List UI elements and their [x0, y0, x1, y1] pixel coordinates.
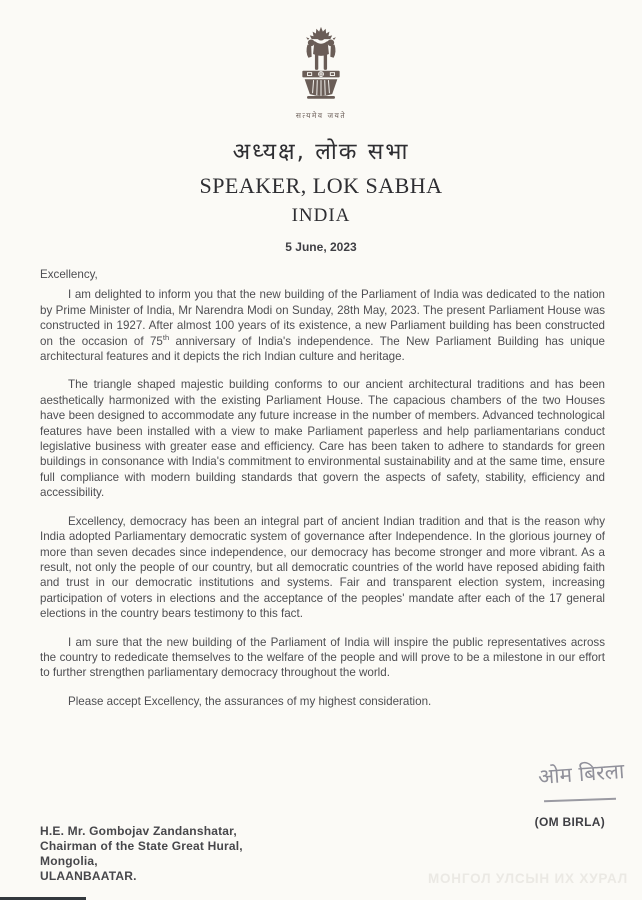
watermark-text: МОНГОЛ УЛСЫН ИХ ХУРАЛ	[427, 871, 628, 886]
addressee-block	[40, 824, 243, 884]
title-speaker-lok-sabha: SPEAKER, LOK SABHA	[199, 173, 443, 198]
salutation: Excellency,	[40, 268, 98, 281]
paragraph-3: Excellency, democracy has been an integral part of ancient Indian tradition and that is the reason why India adopted Parliamentary democratic system of governance after Independence. In the glorious journey of more than seven decades since independence, our democracy has become stronger and more vibrant. As a result, not only the people of our country, but all democratic countries of the world have reposed abiding faith and trust in our democratic institutions and systems. Fair and transparent election system, increasing participation of voters in elections and the acceptance of the peoples' mandate after each of the 17 general elections in the country bears testimony to this fact.	[40, 514, 605, 621]
letter-body	[0, 254, 642, 709]
state-emblem-of-india-icon	[292, 26, 350, 110]
emblem-motto: सत्यमेव जयते	[295, 111, 347, 120]
paragraph-1-text-cont: anniversary of India's independence. The New Parliament Building has unique architectural features and it depicts the rich Indian culture and heritage.	[40, 334, 605, 364]
letterhead	[0, 0, 642, 254]
paragraph-1	[40, 287, 605, 364]
title-hindi: अध्यक्ष, लोक सभा	[232, 139, 410, 165]
addressee-title: Chairman of the State Great Hural,	[40, 839, 243, 853]
addressee-country: Mongolia,	[40, 854, 98, 868]
signer-name: (OM BIRLA)	[534, 815, 605, 829]
addressee-city: ULAANBAATAR.	[40, 869, 137, 883]
paragraph-1-superscript: th	[162, 332, 170, 342]
paragraph-1-text: I am delighted to inform you that the new building of the Parliament of India was dedicated to the nation by Prime Minister of India, Mr Narendra Modi on Sunday, 28th May, 2023. The present Parliament House was constructed in 1927. After almost 100 years of its existence, a new Parliament building has been constructed on the occasion of 75	[40, 288, 605, 348]
title-india: INDIA	[291, 205, 351, 226]
paragraph-4: I am sure that the new building of the Parliament of India will inspire the public representatives across the country to rededicate themselves to the welfare of the people and will prove to be a milestone in our effort to further strengthen parliamentary democracy throughout the world.	[40, 635, 605, 680]
signature-underline	[544, 798, 616, 802]
addressee-name: H.E. Mr. Gombojav Zandanshatar,	[40, 824, 237, 838]
letter-date: 5 June, 2023	[285, 240, 357, 254]
handwritten-signature: ओम बिरला	[536, 759, 625, 789]
paragraph-2: The triangle shaped majestic building conforms to our ancient architectural traditions and has been aesthetically harmonized with the existing Parliament House. The capacious chambers of the two Houses have been designed to accommodate any future increase in the number of members. Advanced technological features have been installed with a view to make Parliament paperless and help parliamentarians conduct legislative business with greater ease and efficiency. Care has been taken to adhere to standards for green buildings in consonance with India's commitment to environmental sustainability and at the same time, ensure full compliance with modern building standards that govern the aspects of safety, stability, efficiency and accessibility.	[40, 378, 605, 500]
closing-line: Please accept Excellency, the assurances of my highest consideration.	[68, 694, 432, 708]
